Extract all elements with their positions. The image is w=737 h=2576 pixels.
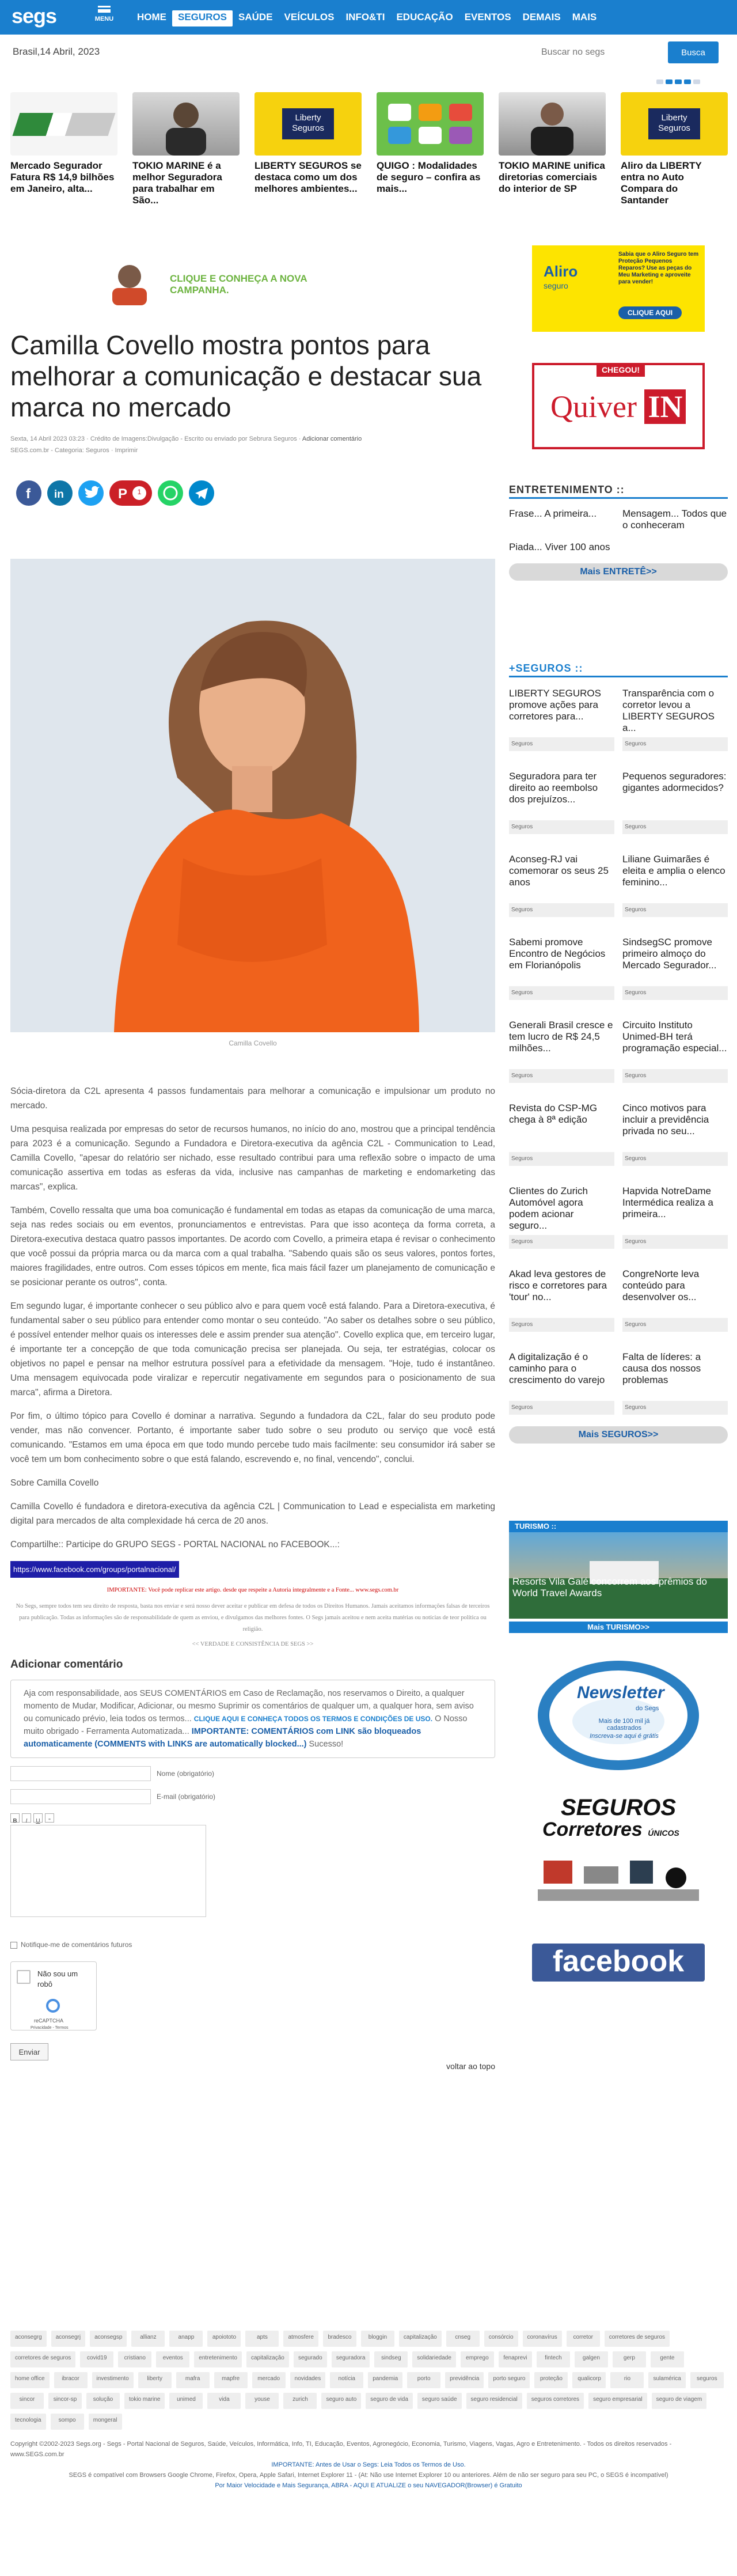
footer-tag[interactable]: vida [207, 2393, 241, 2409]
back-to-top-link[interactable]: voltar ao topo [446, 2062, 495, 2071]
footer-tag[interactable]: seguro de viagem [652, 2393, 707, 2409]
ad-line: ÚNICOS [648, 1828, 679, 1838]
meta-info: Sexta, 14 Abril 2023 03:23 · Crédito de Imagens:Divulgação - Escrito ou enviado por Sebrura Seguros · [10, 435, 301, 442]
nav-infoti[interactable]: INFO&TI [345, 12, 385, 22]
newsletter-title: Newsletter [577, 1683, 664, 1702]
twitter-share-icon[interactable] [78, 480, 104, 506]
seguros-item[interactable] [622, 771, 728, 834]
seguros-item-title: Seguradora para ter direito ao reembolso dos prejuízos... [509, 771, 598, 805]
search-input[interactable] [541, 45, 662, 60]
hamburger-icon [98, 6, 111, 13]
comment-heading: Adicionar comentário [10, 1658, 123, 1670]
seguros-item-title: Akad leva gestores de risco e corretores para 'tour' no... [509, 1268, 607, 1302]
captcha-terms[interactable]: Privacidade - Termos [31, 2026, 69, 2030]
seguros-item[interactable] [509, 1268, 614, 1332]
seguros-item-tag[interactable]: Seguros [622, 737, 728, 751]
notice-text: Aja com responsabilidade, aos SEUS COMENTÁRIOS em Caso de Reclamação, nos reservamos o Direito, a qualquer momento de Mudar, Modificar, Adicionar, ou mesmo Suprimir os comentários de qualquer um, a qualquer hora, sem aviso ou comunicado prévio, leia todos os termos... [24, 1689, 474, 1723]
logo-text: Seguros [658, 123, 690, 133]
turismo-widget[interactable] [509, 1521, 728, 1636]
footer-tag[interactable]: sincor [10, 2393, 44, 2409]
carousel-dots[interactable] [656, 79, 700, 84]
seguros-item-tag[interactable]: Seguros [509, 903, 614, 917]
sidebar-ad-aliro[interactable] [532, 245, 705, 332]
facebook-group-link[interactable]: https://www.facebook.com/groups/portalnacional/ [10, 1561, 179, 1578]
footer-tag[interactable]: fenaprevi [499, 2351, 532, 2367]
article [10, 329, 495, 2071]
footer-tag[interactable]: rio [610, 2372, 644, 2388]
footer-tag[interactable]: coronavírus [523, 2331, 562, 2347]
footer-tag[interactable]: seguro saúde [417, 2393, 462, 2409]
sidebar-ad-quiver[interactable] [532, 363, 705, 449]
footer-tag[interactable]: porto [407, 2372, 440, 2388]
footer-tag[interactable]: apoiototo [207, 2331, 241, 2347]
footer-tag[interactable]: seguro residencial [466, 2393, 522, 2409]
whatsapp-share-icon[interactable] [158, 480, 183, 506]
menu-button[interactable] [93, 2, 115, 32]
footer-tag[interactable]: gerp [613, 2351, 646, 2367]
newsletter-line: Mais de 100 mil já cadastrados [598, 1718, 650, 1732]
email-field-row [10, 1789, 495, 1804]
footer-tag[interactable]: tecnologia [10, 2414, 46, 2430]
seguros-item-tag[interactable]: Seguros [509, 986, 614, 1000]
ad-brand-badge: IN [644, 389, 686, 424]
svg-text:P: P [118, 486, 128, 502]
seguros-item[interactable] [622, 937, 728, 1000]
top-navbar [0, 0, 737, 35]
quote-icon[interactable]: " [45, 1813, 54, 1823]
name-field-row [10, 1766, 495, 1781]
carousel-card[interactable] [377, 92, 484, 195]
comment-textarea[interactable] [10, 1825, 206, 1917]
email-label: E-mail (obrigatório) [157, 1792, 216, 1801]
seguros-item-tag[interactable]: Seguros [509, 1401, 614, 1415]
seguros-item[interactable] [509, 1185, 614, 1249]
footer-tag[interactable]: aconsegrg [10, 2331, 47, 2347]
paragraph: Em segundo lugar, é importante conhecer o seu público alvo e para quem você está falando. Para a Diretora-executiva, é fundamental saber o seu público para entender como montar o seu conteúdo. "Ao saber os detalhes sobre o seu público, é possível entender melhor quais os interesses dele e assim prender sua atenção". Covello explica que, em terceiro lugar, é importante ter a concepção de que toda comunicação precisa ser planejada. Ou seja, ter estratégias, colocar os objetivos no papel e pensar na melhor estrutura possível para a efetividade da mensagem. "Hoje, tudo é instantâneo. Uma mensagem equivocada pode viralizar e repercutir negativamente em segundos para o posicionamento de sua marca", afirma a Diretora. [10, 1301, 495, 1397]
seguros-item-title: SindsegSC promove primeiro almoço do Mercado Segurador... [622, 937, 717, 971]
notice-text: Sucesso! [309, 1740, 344, 1749]
article-body [10, 1084, 495, 2074]
seguros-item-title: Pequenos seguradores: gigantes adormecidos? [622, 771, 727, 793]
notice-text: O Nosso muito obrigado - Ferramenta Automatizada... [24, 1714, 468, 1736]
turismo-caption: Resorts Vila Galé concorrem aos prêmios do World Travel Awards [512, 1576, 707, 1598]
seguros-item-title: Clientes do Zurich Automóvel agora podem acionar seguro... [509, 1185, 588, 1231]
footer-tag[interactable]: corretores de seguros [605, 2331, 670, 2347]
footer-tag[interactable]: sompo [51, 2414, 84, 2430]
card-image [254, 92, 362, 156]
seguros-item-title: LIBERTY SEGUROS promove ações para corretores para... [509, 688, 601, 722]
captcha-box [10, 1961, 97, 2031]
main-menu [131, 10, 602, 26]
footer-tag[interactable]: home office [10, 2372, 50, 2388]
seguros-item[interactable] [622, 1268, 728, 1332]
footer-tag[interactable]: seguro auto [321, 2393, 361, 2409]
seguros-item[interactable] [622, 1351, 728, 1415]
nav-educacao[interactable]: EDUCAÇÃO [396, 12, 453, 22]
footer-tag[interactable]: sincor-sp [48, 2393, 82, 2409]
top-banner-ad[interactable] [101, 259, 366, 305]
footer-tag[interactable]: eventos [156, 2351, 189, 2367]
widget-heading: +SEGUROS :: [509, 662, 583, 674]
footer-tag[interactable]: capitalização [246, 2351, 289, 2367]
carousel-card[interactable] [621, 92, 728, 206]
footer-tag[interactable]: aconsegrj [51, 2331, 85, 2347]
card-title: LIBERTY SEGUROS se destaca como um dos melhores ambientes... [254, 160, 362, 194]
entertainment-item[interactable]: Mensagem... Todos que o conheceram [622, 508, 727, 531]
footer-tag[interactable]: atmosfere [283, 2331, 318, 2347]
footer-tag[interactable]: sindseg [374, 2351, 408, 2367]
search-button[interactable]: Busca [668, 41, 719, 63]
footer-tag[interactable]: unimed [169, 2393, 203, 2409]
footer-tag[interactable]: apts [245, 2331, 279, 2347]
seguros-item-tag[interactable]: Seguros [509, 820, 614, 834]
footer-tag[interactable]: qualicorp [572, 2372, 606, 2388]
seguros-item-title: Cinco motivos para incluir a previdência privada no seu... [622, 1103, 709, 1137]
seguros-item[interactable] [509, 854, 614, 917]
seguros-item-tag[interactable]: Seguros [509, 1318, 614, 1332]
seguros-item[interactable] [509, 688, 614, 751]
footer-tag[interactable]: consórcio [484, 2331, 518, 2347]
footer-tag[interactable]: cnseg [446, 2331, 480, 2347]
underline-icon[interactable]: U [33, 1813, 43, 1823]
menu-label: MENU [94, 16, 114, 22]
telegram-share-icon[interactable] [189, 480, 214, 506]
card-image [377, 92, 484, 156]
footer-tag[interactable]: seguro de vida [366, 2393, 413, 2409]
footer-tag[interactable]: pandemia [368, 2372, 402, 2388]
seguros-item-tag[interactable]: Seguros [509, 737, 614, 751]
seguros-item-title: Hapvida NotreDame Intermédica realiza a primeira... [622, 1185, 713, 1219]
card-title: QUIGO : Modalidades de seguro – confira as mais... [377, 160, 481, 194]
logo-text: Seguros [292, 123, 324, 133]
disclaimer-foot: << VERDADE E CONSISTÊNCIA DE SEGS >> [192, 1641, 314, 1647]
seguros-item-title: Generali Brasil cresce e tem lucro de R$ 24,5 milhões... [509, 1020, 613, 1054]
share-buttons [16, 480, 214, 506]
nav-saude[interactable]: SAÚDE [238, 12, 273, 22]
footer-tag[interactable]: mongeral [89, 2414, 122, 2430]
article-photo [10, 559, 495, 1032]
footer-tag[interactable]: aconsegsp [90, 2331, 127, 2347]
seguros-item[interactable] [622, 1020, 728, 1083]
submit-button[interactable]: Enviar [10, 2043, 48, 2060]
footer-tag[interactable]: allianz [131, 2331, 165, 2347]
seguros-item-tag[interactable]: Seguros [622, 1235, 728, 1249]
footer-tag[interactable]: anapp [169, 2331, 203, 2347]
more-seguros-button[interactable]: Mais SEGUROS>> [509, 1426, 728, 1444]
seguros-item[interactable] [509, 1103, 614, 1166]
terms-link[interactable]: IMPORTANTE: Antes de Usar o Segs: Leia Todos os Termos de Uso. [271, 2461, 466, 2468]
logo-text: Liberty [661, 113, 687, 123]
card-image [10, 92, 117, 156]
linkedin-share-icon[interactable] [47, 480, 73, 506]
more-turismo-button[interactable]: Mais TURISMO>> [509, 1622, 728, 1633]
news-carousel [0, 75, 737, 206]
ad-line: Corretores [542, 1819, 643, 1840]
ad-brand: Aliro [544, 263, 578, 280]
footer-tag[interactable]: entretenimento [194, 2351, 242, 2367]
carousel-card[interactable] [499, 92, 606, 195]
footer-text [0, 2439, 737, 2491]
card-image [621, 92, 728, 156]
seguros-item-title: Revista do CSP-MG chega à 8ª edição [509, 1103, 598, 1125]
entertainment-item[interactable]: Piada... Viver 100 anos [509, 541, 610, 552]
entertainment-widget [509, 484, 728, 581]
pinterest-share-icon[interactable] [109, 480, 152, 506]
seguros-item[interactable] [622, 1185, 728, 1249]
svg-text:in: in [54, 488, 64, 501]
footer-tag[interactable]: previdência [445, 2372, 484, 2388]
turismo-image [509, 1532, 728, 1619]
footer-tag[interactable]: segurado [294, 2351, 327, 2367]
footer-tag[interactable]: seguros [690, 2372, 724, 2388]
footer-tag[interactable]: corretores de seguros [10, 2351, 75, 2367]
share-group-text: Compartilhe:: Participe do GRUPO SEGS - PORTAL NACIONAL no FACEBOOK...: [10, 1540, 340, 1550]
seguros-item-title: Falta de líderes: a causa dos nossos problemas [622, 1351, 701, 1385]
seguros-item[interactable] [509, 1020, 614, 1083]
disclaimer [10, 1585, 495, 1650]
seguros-widget [509, 662, 728, 1444]
meta-category: SEGS.com.br - Categoria: Seguros · Imprimir [10, 447, 138, 454]
name-label: Nome (obrigatório) [157, 1769, 215, 1778]
seguros-item-title: A digitalização é o caminho para o crescimento do varejo [509, 1351, 605, 1385]
ad-text: CLIQUE E CONHEÇA A NOVA CAMPANHA. [170, 273, 307, 296]
footer-tag[interactable]: bloggin [361, 2331, 394, 2347]
footer [0, 2331, 737, 2491]
newsletter-ad[interactable] [532, 1658, 705, 1773]
ad-cta[interactable]: CLIQUE AQUI [618, 306, 682, 319]
footer-tag[interactable]: notícia [330, 2372, 363, 2388]
footer-tag[interactable]: solução [86, 2393, 120, 2409]
seguros-item[interactable] [622, 854, 728, 917]
seguros-item[interactable] [622, 1103, 728, 1166]
captcha-label: Não sou um robô [37, 1969, 78, 1988]
corretores-ad[interactable] [532, 1796, 705, 1911]
footer-tag[interactable]: investimento [92, 2372, 134, 2388]
footer-tag[interactable]: gente [651, 2351, 684, 2367]
seguros-item-tag[interactable]: Seguros [622, 1401, 728, 1415]
card-image [132, 92, 240, 156]
ad-line: SEGUROS [560, 1795, 677, 1820]
ad-text: Sabia que o Aliro Seguro tem Proteção Pequenos Reparos? Use as peças do Meu Marketing e aproveite para vender! [618, 251, 699, 285]
seguros-item[interactable] [509, 1351, 614, 1415]
seguros-item-tag[interactable]: Seguros [622, 986, 728, 1000]
paragraph: Também, Covello ressalta que uma boa comunicação é fundamental em todas as etapas da comunicação de uma marca, seja nas redes sociais ou em eventos, pronunciamentos e entrevistas. Para que isso aconteça da forma correta, a Diretora-executiva destaca quatro passos importantes. De acordo com Covello, a primeira etapa é revisar o conhecimento que você possui da própria marca ou da marca com a qual trabalha. "Sabendo quais são os seus valores, pontos fortes, maiores fragilidades, entre outros. Com esses tópicos em mente, fica mais fácil fazer um planejamento de comunicação e se posicionar perante os outros", conta. [10, 1206, 495, 1287]
seguros-item-title: CongreNorte leva conteúdo para desenvolver os... [622, 1268, 700, 1302]
footer-tag[interactable]: galgen [575, 2351, 608, 2367]
notify-checkbox[interactable] [10, 1942, 17, 1949]
footer-tag[interactable]: porto seguro [488, 2372, 530, 2388]
footer-tag[interactable]: proteção [534, 2372, 568, 2388]
seguros-item-title: Transparência com o corretor levou a LIBERTY SEGUROS a... [622, 688, 715, 733]
svg-text:f: f [26, 486, 31, 502]
name-field[interactable] [10, 1766, 151, 1781]
nav-eventos[interactable]: EVENTOS [464, 12, 511, 22]
footer-tag[interactable]: zurich [283, 2393, 317, 2409]
seguros-item-tag[interactable]: Seguros [509, 1152, 614, 1166]
seguros-item-title: Sabemi promove Encontro de Negócios em Florianópolis [509, 937, 606, 971]
card-title: TOKIO MARINE é a melhor Seguradora para trabalhar em São... [132, 160, 222, 206]
paragraph: Uma pesquisa realizada por empresas do setor de recursos humanos, no início do ano, mostrou que a principal tendência para 2023 é a comunicação. Segundo a Fundadora e Diretora-executiva da agência C2L - Communication to Lead, Camilla Covello, "apesar do relatório ser nichado, esse resultado contribui para uma reflexão sobre o impacto de uma comunicação assertiva em todas as esferas da vida, inclusive nas campanhas de marketing e endomarketing das marcas", explica. [10, 1124, 495, 1192]
footer-tag[interactable]: sulamérica [648, 2372, 685, 2388]
photo-caption: Camilla Covello [229, 1039, 277, 1047]
footer-tag[interactable]: ibracor [54, 2372, 88, 2388]
carousel-card[interactable] [132, 92, 240, 206]
card-title: TOKIO MARINE unifica diretorias comerciais do interior de SP [499, 160, 605, 194]
paragraph: Por fim, o último tópico para Covello é dominar a narrativa. Segundo a fundadora da C2L, falar do seu produto pode vender, mas não convencer. Portanto, é importante saber tudo sobre o seu produto ou serviço que você está comunicando. "Estamos em uma época em que todo mundo percebe tudo mais facilmente: seu consumidor irá saber se você tem um bom conhecimento sobre o que está falando, escrevendo e, no final, vencendo", conclui. [10, 1411, 495, 1464]
seguros-item-title: Liliane Guimarães é eleita e amplia o elenco feminino... [622, 854, 725, 888]
footer-tag[interactable]: tokio marine [124, 2393, 165, 2409]
footer-tag[interactable]: fintech [537, 2351, 570, 2367]
footer-tag[interactable]: mapfre [214, 2372, 248, 2388]
footer-tag[interactable]: solidariedade [412, 2351, 456, 2367]
footer-tag[interactable]: liberty [138, 2372, 172, 2388]
notify-label: Notifique-me de comentários futuros [21, 1941, 132, 1949]
carousel-card[interactable] [254, 92, 362, 195]
current-date: Brasil,14 Abril, 2023 [13, 46, 100, 57]
date-search-bar [0, 35, 737, 69]
widget-heading: TURISMO :: [509, 1521, 728, 1532]
footer-tag[interactable]: seguro empresarial [588, 2393, 647, 2409]
article-title: Camilla Covello mostra pontos para melhorar a comunicação e destacar sua marca no mercado [10, 330, 482, 422]
seguros-item-tag[interactable]: Seguros [622, 820, 728, 834]
editor-toolbar [10, 1813, 495, 1823]
share-count: 1 [137, 488, 142, 496]
footer-tag[interactable]: mafra [176, 2372, 210, 2388]
seguros-item-tag[interactable]: Seguros [622, 903, 728, 917]
paragraph: Sobre Camilla Covello [10, 1478, 99, 1488]
add-comment-link[interactable]: Adicionar comentário [302, 435, 362, 442]
footer-tag[interactable]: mercado [252, 2372, 286, 2388]
seguros-item-tag[interactable]: Seguros [622, 1318, 728, 1332]
footer-tag[interactable]: capitalização [399, 2331, 442, 2347]
italic-icon[interactable]: I [22, 1813, 31, 1823]
tag-cloud [0, 2331, 737, 2430]
nav-veiculos[interactable]: VEÍCULOS [284, 12, 335, 22]
seguros-item[interactable] [622, 688, 728, 751]
bold-icon[interactable]: B [10, 1813, 20, 1823]
paragraph: Camilla Covello é fundadora e diretora-executiva da agência C2L | Communication to Lead e especialista em marketing digital para mercados de alta complexidade há cerca de 20 anos. [10, 1502, 495, 1526]
recaptcha-icon [43, 1999, 63, 2013]
browser-note: SEGS é compatível com Browsers Google Chrome, Firefox, Opera, Apple Safari, Internet Explorer 11 - (At: Não use Internet Explorer 10 ou anteriores. Além de não ser seguro para seu PC, o SEGS é incompatível) [69, 2472, 668, 2479]
card-title: Aliro da LIBERTY entra no Auto Compara do Santander [621, 160, 702, 206]
widget-heading: ENTRETENIMENTO :: [509, 484, 728, 499]
footer-tag[interactable]: bradesco [323, 2331, 356, 2347]
seguros-item-tag[interactable]: Seguros [622, 1152, 728, 1166]
paragraph: Sócia-diretora da C2L apresenta 4 passos fundamentais para melhorar a comunicação e impulsionar um produto no mercado. [10, 1086, 495, 1111]
disclaimer-title: IMPORTANTE: Você pode replicar este artigo. desde que respeite a Autoria integralmente e a Fonte... www.segs.com.br [107, 1587, 399, 1593]
seguros-item[interactable] [509, 771, 614, 834]
footer-tag[interactable]: covid19 [80, 2351, 113, 2367]
footer-tag[interactable]: seguradora [332, 2351, 370, 2367]
seguros-item-tag[interactable]: Seguros [509, 1069, 614, 1083]
footer-tag[interactable]: seguros corretores [527, 2393, 584, 2409]
card-title: Mercado Segurador Fatura R$ 14,9 bilhões em Janeiro, alta... [10, 160, 115, 194]
comment-form [10, 1657, 495, 2074]
footer-tag[interactable]: youse [245, 2393, 279, 2409]
comment-notice [10, 1680, 495, 1758]
captcha-checkbox[interactable] [17, 1970, 31, 1984]
logo-text: Liberty [295, 113, 321, 123]
entertainment-item[interactable]: Frase... A primeira... [509, 508, 597, 519]
footer-tag[interactable]: corretor [567, 2331, 600, 2347]
captcha-brand: reCAPTCHA [34, 2018, 64, 2024]
seguros-item[interactable] [509, 937, 614, 1000]
terms-link[interactable]: CLIQUE AQUI E CONHEÇA TODOS OS TERMOS E CONDIÇÕES DE USO. [193, 1715, 433, 1723]
article-meta [10, 433, 495, 456]
nav-demais[interactable]: DEMAIS [522, 12, 561, 22]
footer-tag[interactable]: cristiano [118, 2351, 151, 2367]
disclaimer-body: No Segs, sempre todos tem seu direito de resposta, basta nos enviar e será nosso dever aceitar e publicar em defesa de todos os Direitos Humanos. Jamais aceitamos informações falsas de terceiros para publicação. Todas as informações são de responsabilidade de quem as enviou, e divulgamos das melhores fontes. O Segs jamais aceitou e nem aceita matérias ou notícias de teor política ou religião. [16, 1603, 490, 1632]
nav-seguros[interactable]: SEGUROS [172, 10, 233, 26]
nav-home[interactable]: HOME [137, 12, 166, 22]
carousel-card[interactable] [10, 92, 117, 195]
ad-brand: Quiver [550, 389, 637, 424]
notice-important: IMPORTANTE: COMENTÁRIOS com LINK são bloqueados automaticamente (COMMENTS with LINKS are automatically blocked...) [24, 1727, 421, 1749]
ad-sub: seguro [544, 281, 568, 290]
nav-mais[interactable]: MAIS [572, 12, 597, 22]
update-browser-link[interactable]: Por Maior Velocidade e Mais Segurança, ABRA - AQUI E ATUALIZE o seu NAVEGADOR(Browser) é Gratuito [215, 2482, 522, 2489]
footer-tag[interactable]: novidades [290, 2372, 326, 2388]
more-entertainment-button[interactable]: Mais ENTRETÊ>> [509, 563, 728, 581]
footer-tag[interactable]: emprego [461, 2351, 494, 2367]
notify-row [10, 1938, 495, 1952]
newsletter-line: Inscreva-se aqui é grátis [590, 1733, 659, 1740]
facebook-share-icon[interactable] [16, 480, 41, 506]
seguros-item-tag[interactable]: Seguros [622, 1069, 728, 1083]
card-image [499, 92, 606, 156]
seguros-item-title: Circuito Instituto Unimed-BH terá programação especial... [622, 1020, 727, 1054]
seguros-item-title: Aconseg-RJ vai comemorar os seus 25 anos [509, 854, 609, 888]
ad-top-label: CHEGOU! [597, 363, 645, 377]
newsletter-sub: do Segs [636, 1705, 659, 1712]
email-field[interactable] [10, 1789, 151, 1804]
facebook-banner[interactable]: facebook [532, 1944, 705, 1982]
site-logo[interactable]: segs [12, 4, 57, 28]
copyright: Copyright ©2002-2023 Segs.org - Segs - Portal Nacional de Seguros, Saúde, Veículos, Informática, Info, TI, Educação, Eventos, Agronegócio, Economia, Turismo, Viagens, Vagas, Agro e Entretenimento. - Todos os direitos reservados - www.SEGS.com.br [10, 2441, 672, 2458]
seguros-item-tag[interactable]: Seguros [509, 1235, 614, 1249]
